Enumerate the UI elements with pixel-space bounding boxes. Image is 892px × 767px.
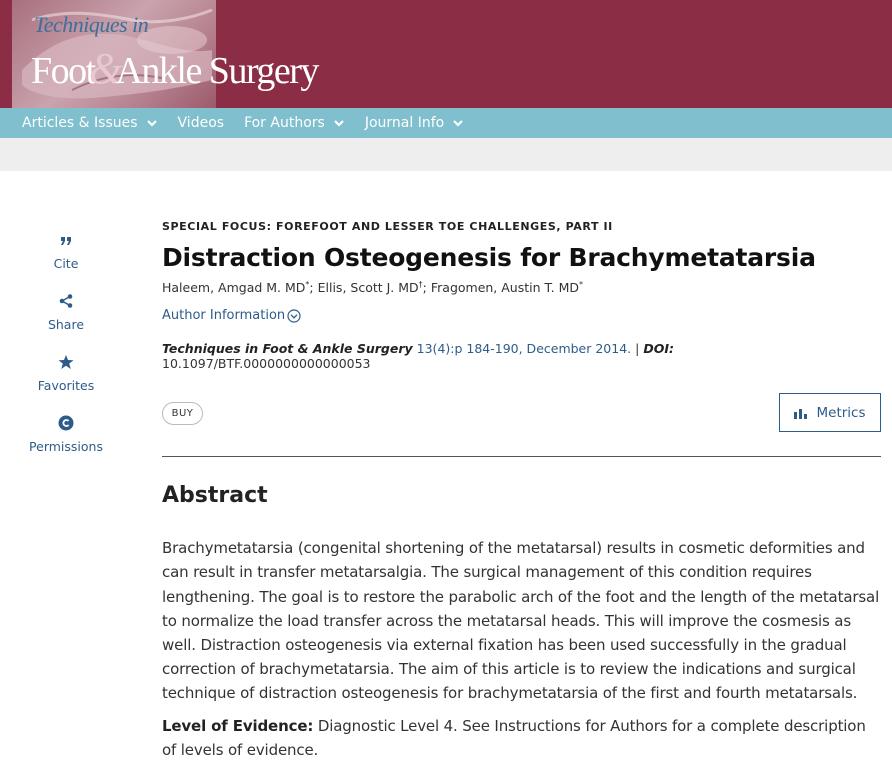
- sidebar-item-label: Cite: [53, 256, 79, 271]
- article-tools-sidebar: [0, 232, 132, 476]
- nav-journal-info[interactable]: [365, 115, 464, 131]
- copyright-icon: [58, 415, 74, 431]
- doi-label: DOI:: [643, 341, 674, 357]
- nav-articles-issues[interactable]: [22, 115, 158, 131]
- masthead: [0, 0, 892, 108]
- article-kicker: SPECIAL FOCUS: FOREFOOT AND LESSER TOE CHALLENGES, PART II: [162, 220, 613, 233]
- author-name[interactable]: Ellis, Scott J. MD: [317, 280, 419, 296]
- journal-logo-subtitle: Techniques in: [34, 12, 149, 37]
- action-row: [162, 393, 882, 433]
- grey-band: [0, 138, 892, 171]
- nav-label: Journal Info: [364, 115, 445, 131]
- chevron-down-circle-icon: [287, 309, 301, 323]
- citation-line: [162, 341, 882, 371]
- sidebar-item-label: Favorites: [37, 378, 95, 393]
- author-information-label: Author Information: [162, 308, 286, 324]
- journal-logo[interactable]: [31, 44, 318, 96]
- sidebar-item-favorites[interactable]: [0, 354, 132, 415]
- abstract-heading: Abstract: [162, 483, 268, 509]
- loe-label: Level of Evidence:: [162, 716, 314, 735]
- logo-word-ankle-surgery: Ankle Surgery: [115, 50, 318, 92]
- section-divider: [162, 456, 881, 457]
- main-nav: [0, 108, 892, 138]
- sidebar-item-cite[interactable]: [0, 232, 132, 293]
- author-name[interactable]: Fragomen, Austin T. MD: [430, 280, 580, 296]
- sidebar-item-label: Share: [47, 317, 85, 332]
- author-information-toggle[interactable]: [162, 308, 882, 323]
- author-mark: *: [305, 280, 310, 289]
- volume-pages-link[interactable]: 13(4):p 184-190, December 2014.: [416, 341, 632, 357]
- metrics-button[interactable]: [779, 393, 881, 432]
- sidebar-item-share[interactable]: [0, 293, 132, 354]
- quote-icon: [58, 232, 74, 248]
- nav-label: Videos: [177, 115, 225, 131]
- doi-value: 10.1097/BTF.0000000000000053: [162, 356, 371, 372]
- sidebar-item-label: Permissions: [29, 439, 103, 454]
- chevron-down-icon: [333, 117, 345, 129]
- citation-separator: |: [635, 341, 640, 357]
- nav-videos[interactable]: [178, 115, 225, 131]
- loe-text: Diagnostic Level 4. See Instructions for Authors for a complete description of levels of evidence.: [162, 716, 866, 759]
- logo-word-foot: Foot: [31, 50, 95, 92]
- chevron-down-icon: [146, 117, 158, 129]
- author-mark: †: [418, 280, 423, 289]
- buy-button[interactable]: BUY: [162, 402, 203, 425]
- author-name[interactable]: Haleem, Amgad M. MD: [162, 280, 306, 296]
- nav-label: For Authors: [244, 115, 325, 131]
- article-title: Distraction Osteogenesis for Brachymetatarsia: [162, 243, 816, 272]
- nav-for-authors[interactable]: [244, 115, 345, 131]
- author-list: Haleem, Amgad M. MD*; Ellis, Scott J. MD†; Fragomen, Austin T. MD*: [162, 280, 584, 296]
- abstract-text: Brachymetatarsia (congenital shortening of the metatarsal) results in cosmetic deformities and can result in transfer metatarsalgia. The surgical management of this condition requires lengthening. The goal is to restore the parabolic arch of the foot and the length of the metatarsal to normalize the load transfer across the metatarsal heads. This will improve the cosmesis as well. Distraction osteogenesis via external fixation has been used successfully in the gradual correction of brachymetatarsia. The aim of this article is to review the indications and surgical technique of distraction osteogenesis for brachymetatarsia of the first and fourth metatarsals.: [162, 539, 880, 703]
- nav-label: Articles & Issues: [22, 115, 138, 131]
- level-of-evidence: [162, 714, 882, 762]
- author-mark: *: [579, 280, 584, 289]
- metrics-label: Metrics: [816, 404, 866, 421]
- sidebar-item-permissions[interactable]: [0, 415, 132, 476]
- chevron-down-icon: [452, 117, 464, 129]
- logo-ampersand: &: [88, 44, 122, 93]
- journal-name: Techniques in Foot & Ankle Surgery: [162, 341, 413, 357]
- bar-chart-icon: [794, 407, 808, 419]
- star-icon: [58, 354, 74, 370]
- article-main: [162, 220, 882, 762]
- share-icon: [58, 293, 74, 309]
